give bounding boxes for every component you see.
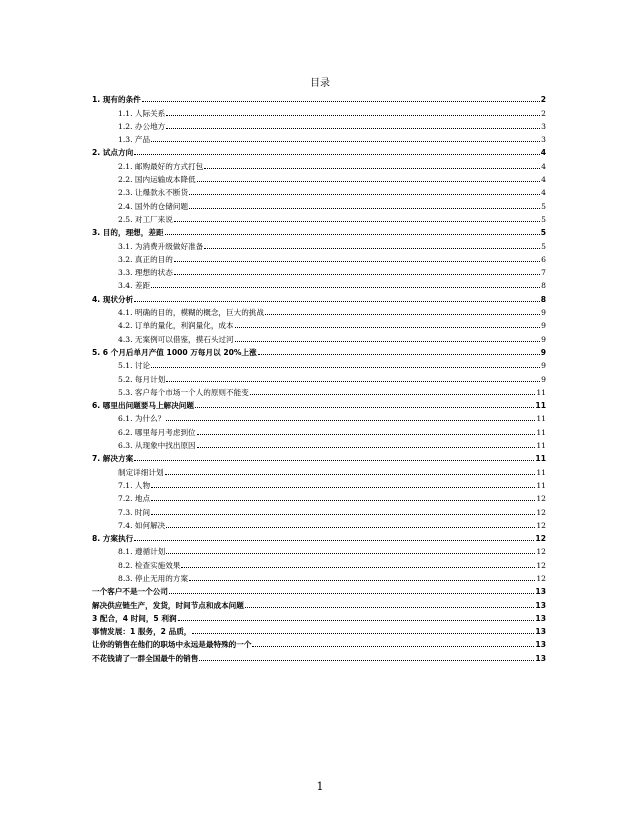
toc-entry-page: 5 [541, 201, 546, 211]
toc-entry-level1[interactable] [92, 530, 546, 543]
toc-entry-label: 2.2. 国内运输成本降低 [118, 175, 196, 185]
dot-leader [134, 460, 534, 461]
dot-leader [165, 474, 536, 475]
toc-entry-label: 事情发展：1 服务，2 品质， [92, 627, 192, 637]
toc-entry-level2[interactable] [92, 304, 546, 317]
toc-entry-label: 3. 目的，理想，差距 [92, 228, 164, 238]
toc-entry-level2[interactable] [92, 184, 546, 197]
toc-entry-level2[interactable] [92, 104, 546, 117]
toc-entry-label: 让你的销售在他们的职场中永远是最特殊的一个 [92, 640, 252, 650]
toc-entry-page: 13 [535, 640, 546, 650]
dot-leader [134, 301, 540, 302]
toc-entry-level1[interactable] [92, 636, 546, 649]
dot-leader [204, 248, 540, 249]
toc-entry-label: 5. 6 个月后单月产值 1000 万每月以 20%上涨 [92, 347, 257, 357]
toc-entry-page: 11 [536, 441, 546, 451]
toc-entry-label: 6. 哪里出问题要马上解决问题 [92, 401, 194, 411]
toc-entry-level2[interactable] [92, 118, 546, 131]
toc-entry-level1[interactable] [92, 623, 546, 636]
dot-leader [151, 500, 535, 501]
toc-entry-level2[interactable] [92, 131, 546, 144]
toc-entry-level2[interactable] [92, 237, 546, 250]
table-of-contents [92, 91, 546, 663]
toc-entry-label: 6.3. 从现象中找出原因 [118, 441, 196, 451]
toc-entry-page: 12 [536, 507, 546, 517]
toc-entry-label: 4. 现状分析 [92, 294, 134, 304]
dot-leader [197, 434, 536, 435]
toc-entry-level2[interactable] [92, 357, 546, 370]
toc-entry-level2[interactable] [92, 556, 546, 569]
toc-entry-page: 13 [535, 587, 546, 597]
toc-entry-page: 11 [536, 467, 546, 477]
toc-entry-level1[interactable] [92, 583, 546, 596]
toc-entry-level2[interactable] [92, 197, 546, 210]
toc-entry-label: 1.2. 办公地方 [118, 121, 166, 131]
dot-leader [166, 553, 535, 554]
toc-entry-label: 3.1. 为消费升级做好准备 [118, 241, 204, 251]
toc-entry-level1[interactable] [92, 91, 546, 104]
toc-entry-page: 8 [541, 281, 546, 291]
toc-entry-label: 5.1. 讨论 [118, 361, 151, 371]
toc-entry-label: 2.3. 让爆款永不断货 [118, 188, 189, 198]
toc-entry-label: 8.1. 遵循计划 [118, 547, 166, 557]
toc-entry-page: 12 [535, 534, 546, 544]
toc-entry-page: 3 [541, 135, 546, 145]
toc-entry-label: 2.4. 国外的仓储问题 [118, 201, 189, 211]
dot-leader [245, 607, 535, 608]
toc-entry-page: 12 [536, 560, 546, 570]
toc-entry-page: 5 [541, 241, 546, 251]
dot-leader [151, 487, 535, 488]
toc-entry-level2[interactable] [92, 277, 546, 290]
dot-leader [197, 181, 541, 182]
toc-entry-label: 3.3. 理想的状态 [118, 268, 173, 278]
dot-leader [178, 620, 535, 621]
toc-entry-level1[interactable] [92, 450, 546, 463]
toc-entry-page: 5 [540, 228, 546, 238]
dot-leader [151, 287, 540, 288]
dot-leader [134, 154, 540, 155]
dot-leader [204, 168, 540, 169]
dot-leader [258, 354, 540, 355]
toc-entry-level2[interactable] [92, 543, 546, 556]
toc-entry-page: 11 [536, 387, 546, 397]
toc-entry-page: 4 [541, 175, 546, 185]
dot-leader [166, 115, 540, 116]
page-number: 1 [316, 780, 324, 793]
toc-entry-label: 7.1. 人物 [118, 480, 151, 490]
toc-entry-page: 9 [541, 334, 546, 344]
dot-leader [151, 367, 540, 368]
toc-entry-label: 7.4. 如何解决 [118, 520, 166, 530]
toc-entry-label: 3.4. 差距 [118, 281, 151, 291]
toc-entry-page: 11 [535, 454, 546, 464]
toc-entry-level2[interactable] [92, 463, 546, 476]
dot-leader [195, 407, 534, 408]
toc-entry-label: 一个客户不是一个公司 [92, 587, 168, 597]
toc-entry-label: 7.3. 时间 [118, 507, 151, 517]
toc-entry-label: 3 配合，4 时间，5 利润 [92, 613, 177, 623]
toc-entry-page: 9 [541, 374, 546, 384]
toc-entry-label: 3.2. 真正的目的 [118, 254, 173, 264]
toc-entry-page: 13 [535, 627, 546, 637]
dot-leader [189, 194, 540, 195]
toc-entry-page: 12 [536, 494, 546, 504]
toc-entry-page: 9 [541, 321, 546, 331]
toc-entry-label: 4.2. 订单的量化，利润量化，成本 [118, 321, 234, 331]
dot-leader [165, 234, 540, 235]
toc-entry-page: 11 [535, 401, 546, 411]
toc-entry-level2[interactable] [92, 251, 546, 264]
toc-entry-level2[interactable] [92, 264, 546, 277]
dot-leader [174, 221, 540, 222]
toc-entry-page: 4 [541, 188, 546, 198]
toc-entry-level2[interactable] [92, 384, 546, 397]
toc-entry-level2[interactable] [92, 423, 546, 436]
toc-entry-label: 2.5. 对工厂来说 [118, 214, 173, 224]
toc-entry-level2[interactable] [92, 410, 546, 423]
dot-leader [192, 633, 534, 634]
toc-entry-page: 2 [541, 108, 546, 118]
toc-entry-page: 11 [536, 480, 546, 490]
toc-entry-level2[interactable] [92, 330, 546, 343]
dot-leader [265, 314, 540, 315]
toc-entry-level2[interactable] [92, 211, 546, 224]
toc-entry-label: 不花钱请了一群全国最牛的销售 [92, 653, 199, 663]
toc-entry-label: 1. 现有的条件 [92, 95, 141, 105]
toc-entry-label: 4.1. 明确的目的，模糊的概念，巨大的挑战 [118, 308, 264, 318]
toc-entry-level2[interactable] [92, 171, 546, 184]
toc-entry-level2[interactable] [92, 517, 546, 530]
dot-leader [235, 341, 541, 342]
toc-entry-level2[interactable] [92, 477, 546, 490]
toc-entry-level2[interactable] [92, 317, 546, 330]
toc-entry-level1[interactable] [92, 290, 546, 303]
toc-entry-page: 4 [540, 148, 546, 158]
toc-entry-level1[interactable] [92, 144, 546, 157]
toc-entry-page: 3 [541, 121, 546, 131]
toc-entry-label: 2. 试点方向 [92, 148, 134, 158]
dot-leader [151, 141, 540, 142]
dot-leader [169, 593, 534, 594]
toc-entry-page: 9 [540, 347, 546, 357]
toc-entry-label: 6.1. 为什么？ [118, 414, 166, 424]
dot-leader [199, 660, 534, 661]
toc-entry-page: 9 [541, 361, 546, 371]
dot-leader [252, 646, 534, 647]
toc-entry-level1[interactable] [92, 610, 546, 623]
toc-entry-page: 9 [541, 308, 546, 318]
toc-entry-level2[interactable] [92, 503, 546, 516]
toc-entry-label: 7.2. 地点 [118, 494, 151, 504]
toc-entry-level1[interactable] [92, 649, 546, 662]
toc-entry-label: 5.2. 每月计划 [118, 374, 166, 384]
toc-entry-page: 8 [540, 294, 546, 304]
dot-leader [189, 580, 535, 581]
toc-entry-label: 1.1. 人际关系 [118, 108, 166, 118]
toc-entry-label: 6.2. 哪里每月考虑到位 [118, 427, 196, 437]
toc-entry-page: 13 [535, 613, 546, 623]
toc-entry-page: 13 [535, 653, 546, 663]
toc-entry-level2[interactable] [92, 157, 546, 170]
dot-leader [166, 128, 540, 129]
toc-entry-page: 12 [536, 573, 546, 583]
toc-entry-page: 6 [541, 254, 546, 264]
dot-leader [134, 540, 534, 541]
page-title: 目录 [310, 78, 330, 89]
toc-entry-label: 制定详细计划 [118, 467, 164, 477]
toc-entry-page: 12 [536, 520, 546, 530]
toc-entry-label: 解决供应链生产，发货，时间节点和成本问题 [92, 600, 244, 610]
toc-entry-level1[interactable] [92, 596, 546, 609]
toc-entry-label: 2.1. 邮购最好的方式打包 [118, 161, 204, 171]
toc-entry-label: 8.3. 停止无用的方案 [118, 573, 189, 583]
dot-leader [235, 327, 541, 328]
toc-entry-page: 13 [535, 600, 546, 610]
toc-entry-level1[interactable] [92, 397, 546, 410]
dot-leader [189, 208, 540, 209]
toc-entry-level2[interactable] [92, 490, 546, 503]
toc-entry-page: 2 [540, 95, 546, 105]
toc-entry-page: 7 [541, 268, 546, 278]
dot-leader [142, 101, 540, 102]
toc-entry-label: 8.2. 检查实施效果 [118, 560, 181, 570]
toc-entry-level1[interactable] [92, 344, 546, 357]
toc-entry-page: 11 [536, 427, 546, 437]
toc-entry-level2[interactable] [92, 570, 546, 583]
toc-entry-label: 7. 解决方案 [92, 454, 134, 464]
dot-leader [181, 567, 535, 568]
toc-entry-page: 11 [536, 414, 546, 424]
toc-entry-label: 5.3. 客户每个市场一个人的原则不能变 [118, 387, 249, 397]
dot-leader [166, 381, 540, 382]
toc-entry-page: 12 [536, 547, 546, 557]
toc-entry-label: 8. 方案执行 [92, 534, 134, 544]
dot-leader [174, 261, 540, 262]
toc-entry-page: 5 [541, 214, 546, 224]
toc-entry-level2[interactable] [92, 370, 546, 383]
dot-leader [151, 514, 535, 515]
dot-leader [197, 447, 536, 448]
dot-leader [166, 420, 535, 421]
toc-entry-label: 4.3. 无案例可以借鉴，摸石头过河 [118, 334, 234, 344]
dot-leader [174, 274, 540, 275]
toc-entry-label: 1.3. 产品 [118, 135, 151, 145]
dot-leader [250, 394, 536, 395]
toc-entry-level1[interactable] [92, 224, 546, 237]
toc-entry-level2[interactable] [92, 437, 546, 450]
dot-leader [166, 527, 535, 528]
toc-entry-page: 4 [541, 161, 546, 171]
